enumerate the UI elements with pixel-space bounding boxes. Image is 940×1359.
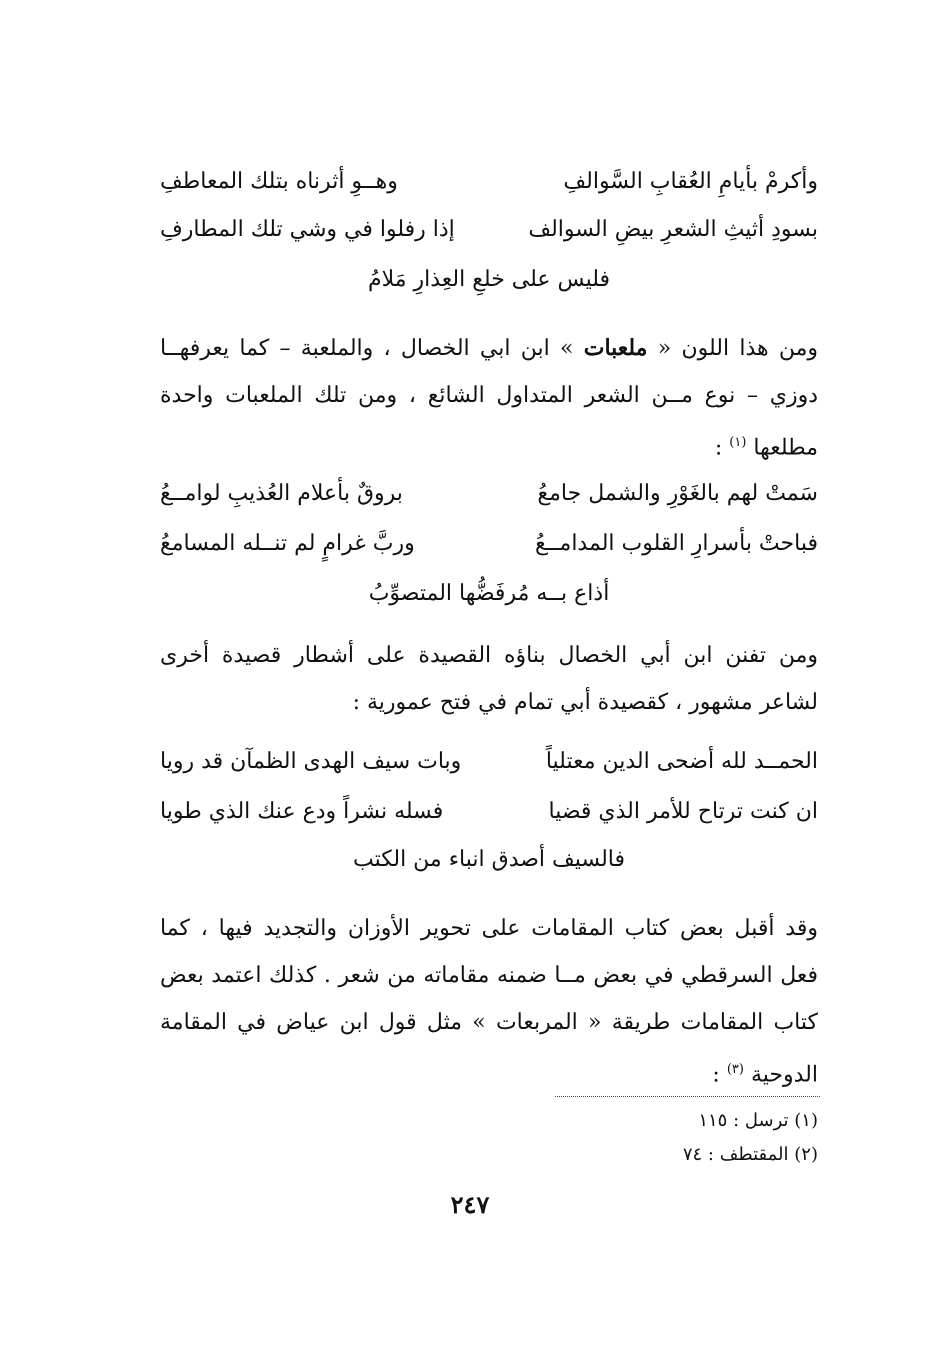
paragraph-text: ومن هذا اللون « xyxy=(657,336,819,361)
verse-hemistich-left: بروقٌ بأعلام العُذيبِ لوامــعُ xyxy=(160,481,403,506)
verse-hemistich-right: ان كنت ترتاح للأمر الذي قضيا xyxy=(548,799,818,824)
paragraph-text: وقد أقبل بعض كتاب المقامات على تحوير الأوزان والتجديد فيها ، كما فعل السرقطي في بعض مــا ضمنه مقاماته من شعر . كذلك اعتمد بعض كتاب المقامات طريقة « المربعات » مثل قول ابن عياض في المقامة الدوحية xyxy=(160,916,818,1088)
verse-line xyxy=(160,738,818,786)
body-paragraph xyxy=(160,325,818,471)
verse-line xyxy=(160,520,818,568)
paragraph-text: » ابن ابي الخصال ، والملعبة – كما يعرفهــا دوزي – نوع مــن الشعر المتداول الشائع ، ومن تلك الملعبات واحدة مطلعها xyxy=(160,336,818,461)
body-paragraph xyxy=(160,632,818,726)
verse-hemistich-right: وأكرمْ بأيامِ العُقابِ السَّوالفِ xyxy=(563,169,818,194)
verse-line xyxy=(160,470,818,518)
footnote-divider xyxy=(555,1096,820,1097)
verse-hemistich-left: وربَّ غرامٍ لم تنــله المسامعُ xyxy=(160,531,415,556)
footnote-marker: (١) xyxy=(794,1110,818,1131)
colon: : xyxy=(712,1062,720,1088)
verse-hemistich-right: سَمتْ لهم بالغَوْرِ والشمل جامعُ xyxy=(537,481,818,506)
footnote xyxy=(518,1106,818,1136)
footnote-marker: (٢) xyxy=(794,1144,818,1165)
verse-closing-line: فليس على خلعِ العِذارِ مَلامُ xyxy=(367,267,611,292)
bold-term: ملعبات xyxy=(583,335,648,361)
verse-closing-line: أذاع بــه مُرفَضُّها المتصوِّبُ xyxy=(368,581,610,606)
verse-line xyxy=(160,206,818,254)
verse-hemistich-left: وهــوِ أثرناه بتلك المعاطفِ xyxy=(160,169,398,194)
verse-closing-line: فالسيف أصدق انباء من الكتب xyxy=(352,847,625,872)
page-number: ٢٤٧ xyxy=(450,1190,490,1219)
verse-line xyxy=(160,788,818,836)
verse-hemistich-left: وبات سيف الهدى الظمآن قد رويا xyxy=(160,749,462,774)
footnote-reference: (١) xyxy=(729,435,747,450)
verse-hemistich-left: إذا رفلوا في وشي تلك المطارفِ xyxy=(160,217,455,242)
verse-hemistich-right: بسودِ أثيثِ الشعرِ بيضِ السوالف xyxy=(528,217,818,242)
verse-hemistich-right: الحمــد لله أضحى الدين معتلياً xyxy=(545,749,818,774)
paragraph-text: ومن تفنن ابن أبي الخصال بناؤه القصيدة على أشطار قصيدة أخرى لشاعر مشهور ، كقصيدة أبي تمام في فتح عمورية : xyxy=(160,643,818,715)
body-paragraph xyxy=(160,905,818,1098)
footnote-text: المقتطف : ٧٤ xyxy=(682,1144,789,1165)
colon: : xyxy=(714,435,723,461)
verse-hemistich-right: فباحتْ بأسرارِ القلوب المدامــعُ xyxy=(534,531,818,556)
footnote xyxy=(518,1140,818,1170)
footnote-reference: (٣) xyxy=(726,1062,744,1077)
verse-line xyxy=(160,158,818,206)
verse-hemistich-left: فسله نشراً ودع عنك الذي طويا xyxy=(160,799,444,824)
footnote-text: ترسل : ١١٥ xyxy=(698,1110,789,1131)
